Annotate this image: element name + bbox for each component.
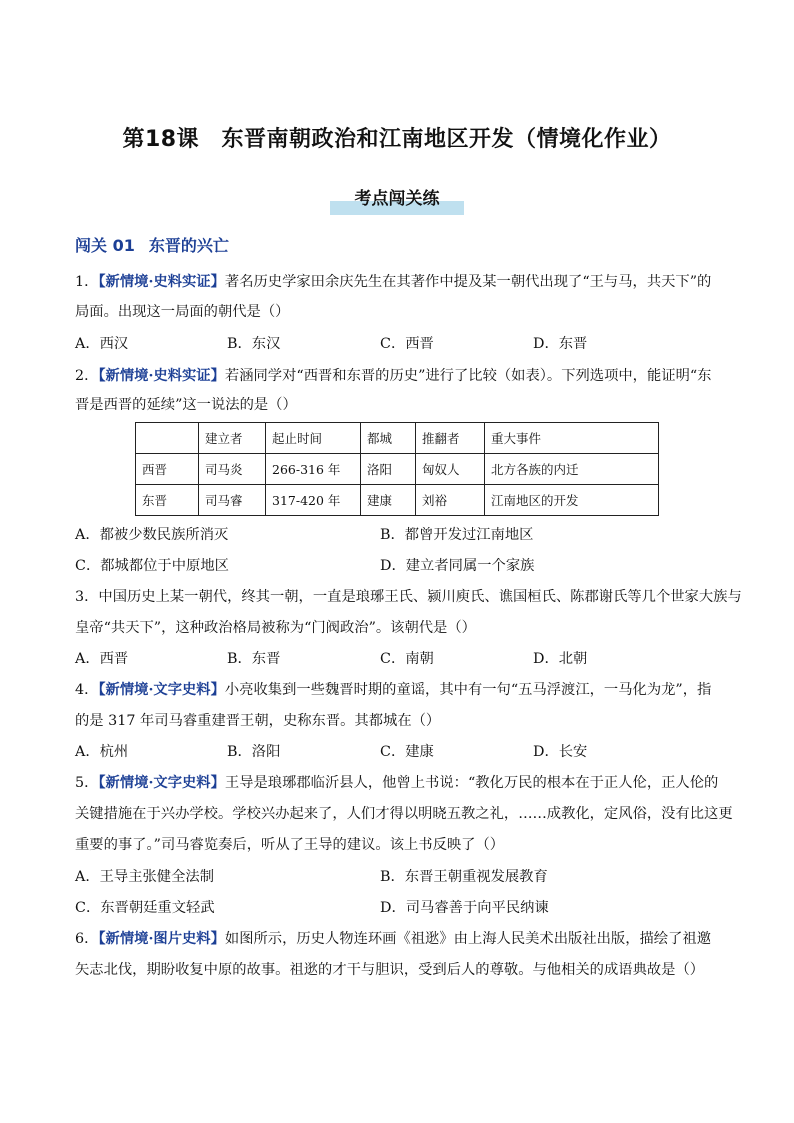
table-cell: 西晋 — [136, 454, 199, 485]
q4-line2: 的是 317 年司马睿重建晋王朝，史称东晋。其都城在（） — [75, 713, 441, 729]
q1-line1 — [75, 272, 725, 292]
q3-option-a: A．西晋 — [75, 651, 129, 667]
q2-option-c: C．都城都位于中原地区 — [75, 558, 229, 574]
table-cell: 北方各族的内迁 — [485, 454, 659, 485]
q4-tag: 【新情境·文字史料】 — [98, 682, 225, 698]
table-header-cell: 推翻者 — [416, 423, 485, 454]
q2-option-a: A．都被少数民族所消灭 — [75, 527, 229, 543]
q1-option-c: C．西晋 — [380, 336, 434, 352]
table-cell: 266-316 年 — [266, 454, 361, 485]
q6-line2: 矢志北伐，期盼收复中原的故事。祖逖的才干与胆识，受到后人的尊敬。与他相关的成语典故是（） — [75, 962, 705, 978]
q5-option-a: A．王导主张健全法制 — [75, 869, 214, 885]
q5-line3: 重要的事了。”司马睿览奏后，听从了王导的建议。该上书反映了（） — [75, 837, 505, 853]
q2-option-b: B．都曾开发过江南地区 — [380, 527, 534, 543]
q5-option-c: C．东晋朝廷重文轻武 — [75, 900, 215, 916]
page-title: 第18课 东晋南朝政治和江南地区开发（情境化作业） — [122, 127, 672, 152]
q1-line2: 局面。出现这一局面的朝代是（） — [75, 304, 290, 320]
table-header-cell: 都城 — [361, 423, 416, 454]
table-cell: 东晋 — [136, 485, 199, 516]
q3-option-c: C．南朝 — [380, 651, 434, 667]
q5-option-d: D．司马睿善于向平民纳谏 — [380, 900, 549, 916]
section-banner — [330, 186, 464, 216]
table-header-row — [136, 423, 659, 454]
q2-tag: 【新情境·史料实证】 — [98, 368, 225, 384]
q4-line1 — [75, 680, 725, 700]
table-cell: 刘裕 — [416, 485, 485, 516]
q6-text-1: 如图所示，历史人物连环画《祖逖》由上海人民美术出版社出版，描绘了祖邀 — [224, 931, 711, 947]
q1-tag: 【新情境·史料实证】 — [98, 274, 225, 290]
q1-option-a: A．西汉 — [75, 336, 129, 352]
q3-line2: 皇帝“共天下”，这种政治格局被称为“门阀政治”。该朝代是（） — [75, 620, 476, 636]
q5-text-1: 王导是琅琊郡临沂县人，他曾上书说：“教化万民的根本在于正人伦，正人伦的 — [224, 775, 719, 791]
table-header-cell: 重大事件 — [485, 423, 659, 454]
table-header-cell — [136, 423, 199, 454]
q4-text-1: 小亮收集到一些魏晋时期的童谣，其中有一句“五马浮渡江，一马化为龙”，指 — [224, 682, 712, 698]
q2-option-d: D．建立者同属一个家族 — [380, 558, 535, 574]
q4-number: 4． — [75, 682, 99, 698]
comparison-table — [135, 422, 659, 516]
table-cell: 司马炎 — [199, 454, 266, 485]
q2-text-1: 若涵同学对“西晋和东晋的历史”进行了比较（如表）。下列选项中，能证明“东 — [224, 368, 712, 384]
table-cell: 江南地区的开发 — [485, 485, 659, 516]
q1-text-1: 著名历史学家田余庆先生在其著作中提及某一朝代出现了“王与马，共天下”的 — [224, 274, 712, 290]
q4-option-c: C．建康 — [380, 744, 434, 760]
q4-option-a: A．杭州 — [75, 744, 129, 760]
q2-number: 2． — [75, 368, 99, 384]
banner-label: 考点闯关练 — [354, 189, 440, 209]
table-cell: 洛阳 — [361, 454, 416, 485]
table-row — [136, 454, 659, 485]
level-name: 东晋的兴亡 — [148, 236, 229, 255]
table-cell: 匈奴人 — [416, 454, 485, 485]
q2-line2: 晋是西晋的延续”这一说法的是（） — [75, 397, 297, 413]
level-heading — [75, 233, 229, 256]
q5-line2: 关键措施在于兴办学校。学校兴办起来了，人们才得以明晓五教之礼，……成教化，定风俗，没有比这更 — [75, 806, 733, 822]
q1-number: 1． — [75, 274, 99, 290]
table-cell: 317-420 年 — [266, 485, 361, 516]
table-header-cell: 建立者 — [199, 423, 266, 454]
table-cell: 司马睿 — [199, 485, 266, 516]
q2-line1 — [75, 366, 725, 386]
q3-line1: 3．中国历史上某一朝代，终其一朝，一直是琅琊王氏、颍川庾氏、谯国桓氏、陈郡谢氏等几个世家大族与 — [75, 589, 742, 605]
q3-option-d: D．北朝 — [533, 651, 588, 667]
q5-line1 — [75, 773, 725, 793]
level-label: 闯关 01 — [75, 236, 135, 255]
q5-number: 5． — [75, 775, 99, 791]
q6-tag: 【新情境·图片史料】 — [98, 931, 225, 947]
q5-option-b: B．东晋王朝重视发展教育 — [380, 869, 548, 885]
q6-number: 6． — [75, 931, 99, 947]
q1-option-b: B．东汉 — [227, 336, 281, 352]
q5-tag: 【新情境·文字史料】 — [98, 775, 225, 791]
q4-option-b: B．洛阳 — [227, 744, 281, 760]
q3-option-b: B．东晋 — [227, 651, 281, 667]
table-cell: 建康 — [361, 485, 416, 516]
q1-option-d: D．东晋 — [533, 336, 588, 352]
q6-line1 — [75, 929, 725, 949]
q4-option-d: D．长安 — [533, 744, 588, 760]
table-row — [136, 485, 659, 516]
table-header-cell: 起止时间 — [266, 423, 361, 454]
